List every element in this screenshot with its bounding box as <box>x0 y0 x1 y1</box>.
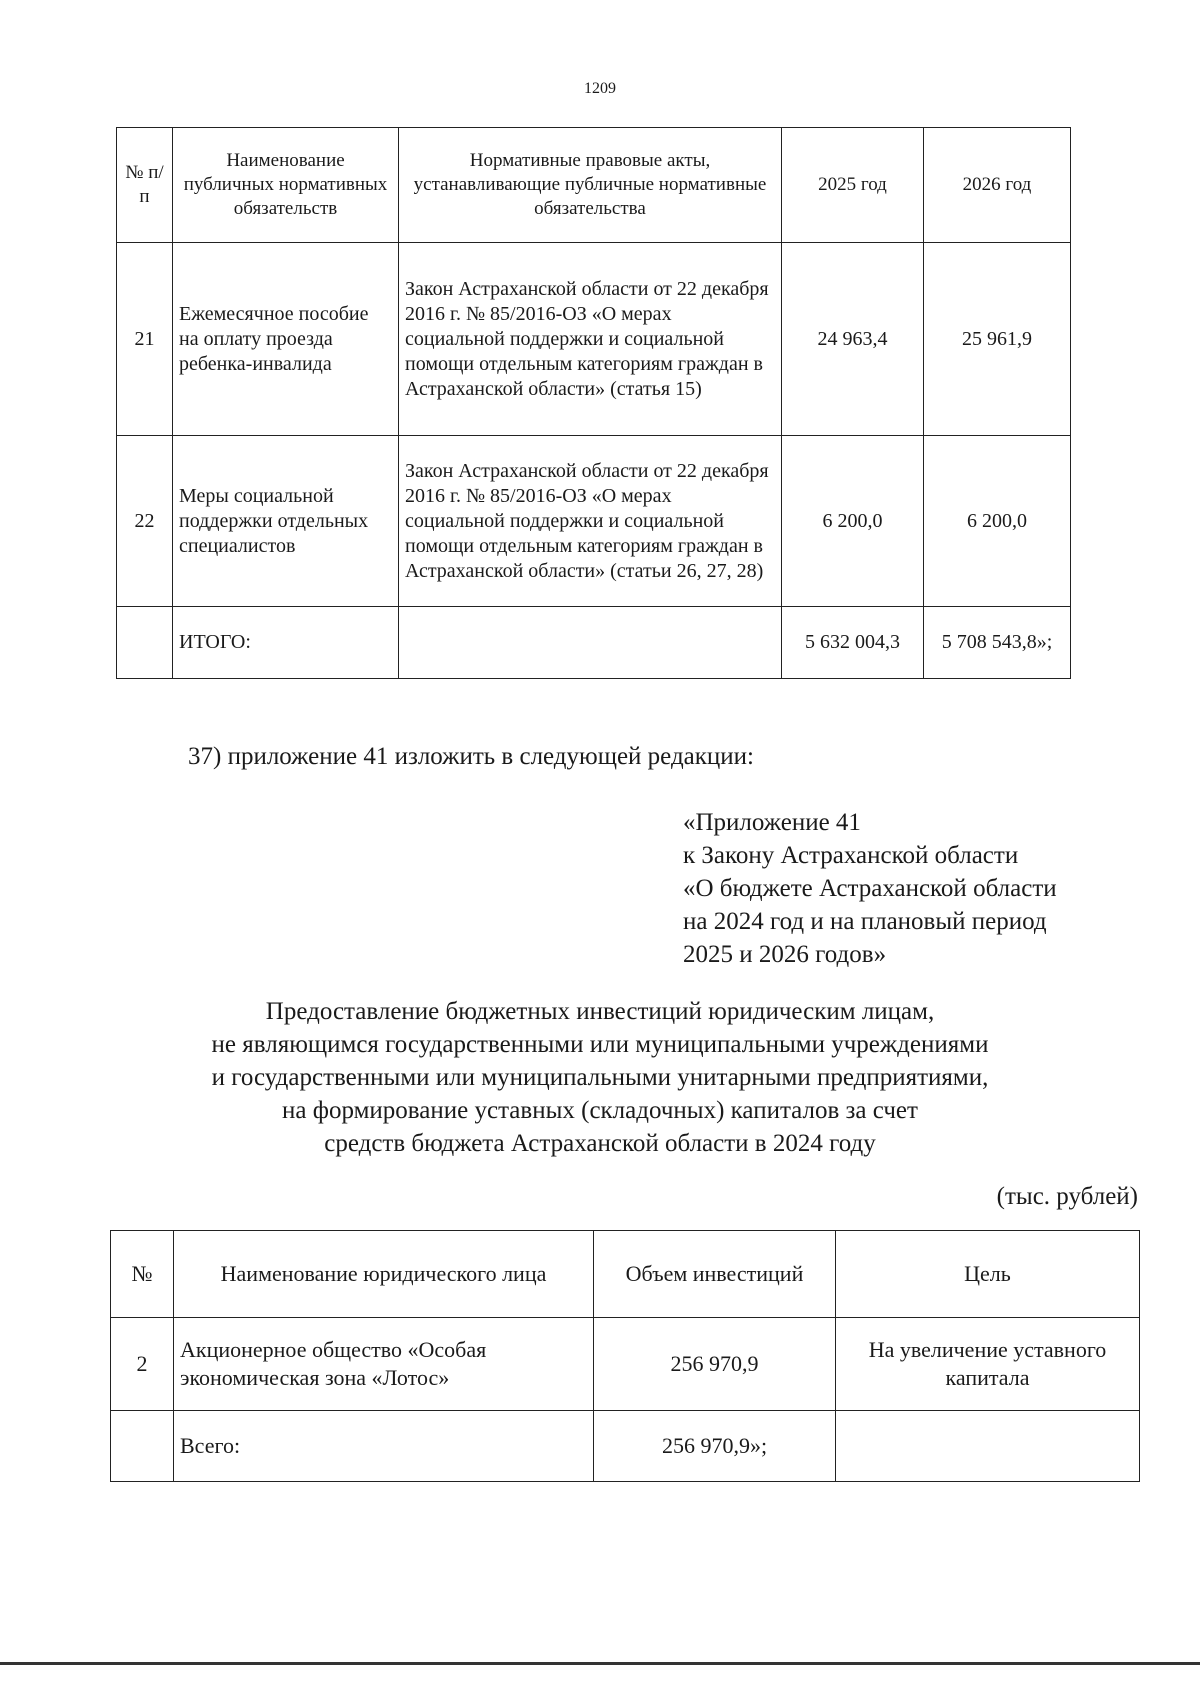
total-purpose-cell <box>836 1411 1140 1482</box>
total-row <box>111 1411 1140 1482</box>
public-obligations-table <box>116 127 1071 679</box>
row-number: 22 <box>117 436 173 607</box>
appendix-line: «О бюджете Астраханской области <box>683 875 1057 902</box>
total-number-cell <box>117 607 173 679</box>
investments-table <box>110 1230 1140 1482</box>
total-2025: 5 632 004,3 <box>782 607 924 679</box>
header-2025: 2025 год <box>782 128 924 243</box>
appendix-line: «Приложение 41 <box>683 809 861 836</box>
total-2026: 5 708 543,8»; <box>924 607 1071 679</box>
page-number: 1209 <box>584 80 616 97</box>
title-line: и государственными или муниципальными унитарными предприятиями, <box>211 1064 989 1091</box>
amendment-text: 37) приложение 41 изложить в следующей редакции: <box>188 743 754 770</box>
investment-volume: 256 970,9 <box>594 1318 836 1411</box>
bottom-rule <box>0 1662 1200 1665</box>
legal-act: Закон Астраханской области от 22 декабря 2016 г. № 85/2016-ОЗ «О мерах социальной поддержки и социальной помощи отдельным категориям граждан в Астраханской области» (статья 15) <box>399 243 782 436</box>
row-number: 21 <box>117 243 173 436</box>
header-entity-name: Наименование юридического лица <box>174 1231 594 1318</box>
entity-name: Акционерное общество «Особая экономическая зона «Лотос» <box>174 1318 594 1411</box>
title-line: на формирование уставных (складочных) капиталов за счет <box>282 1097 918 1124</box>
appendix-header <box>683 806 1057 971</box>
obligation-name: Ежемесячное пособие на оплату проезда ребенка-инвалида <box>173 243 399 436</box>
document-title <box>100 995 1100 1160</box>
amount-2025: 6 200,0 <box>782 436 924 607</box>
total-label: Всего: <box>174 1411 594 1482</box>
total-row <box>117 607 1071 679</box>
table-header-row <box>111 1231 1140 1318</box>
amount-2026: 6 200,0 <box>924 436 1071 607</box>
row-number: 2 <box>111 1318 174 1411</box>
header-number: № <box>111 1231 174 1318</box>
header-purpose: Цель <box>836 1231 1140 1318</box>
table-row <box>117 436 1071 607</box>
obligation-name: Меры социальной поддержки отдельных специалистов <box>173 436 399 607</box>
amount-2025: 24 963,4 <box>782 243 924 436</box>
header-2026: 2026 год <box>924 128 1071 243</box>
units-label: (тыс. рублей) <box>996 1183 1138 1210</box>
amount-2026: 25 961,9 <box>924 243 1071 436</box>
total-label: ИТОГО: <box>173 607 399 679</box>
total-number-cell <box>111 1411 174 1482</box>
title-line: Предоставление бюджетных инвестиций юридическим лицам, <box>265 998 935 1025</box>
table-header-row <box>117 128 1071 243</box>
legal-act: Закон Астраханской области от 22 декабря 2016 г. № 85/2016-ОЗ «О мерах социальной поддержки и социальной помощи отдельным категориям граждан в Астраханской области» (статьи 26, 27, 28) <box>399 436 782 607</box>
table-row <box>111 1318 1140 1411</box>
title-line: не являющимся государственными или муниципальными учреждениями <box>211 1031 989 1058</box>
total-acts-cell <box>399 607 782 679</box>
table-row <box>117 243 1071 436</box>
investment-purpose: На увеличение уставного капитала <box>836 1318 1140 1411</box>
header-obligation-name: Наименование публичных нормативных обязательств <box>173 128 399 243</box>
total-volume: 256 970,9»; <box>594 1411 836 1482</box>
header-investment-volume: Объем инвестиций <box>594 1231 836 1318</box>
appendix-line: к Закону Астраханской области <box>683 842 1019 869</box>
title-line: средств бюджета Астраханской области в 2024 году <box>324 1130 876 1157</box>
appendix-line: 2025 и 2026 годов» <box>683 941 887 968</box>
header-number: № п/п <box>117 128 173 243</box>
appendix-line: на 2024 год и на плановый период <box>683 908 1047 935</box>
header-legal-acts: Нормативные правовые акты, устанавливающие публичные нормативные обязательства <box>399 128 782 243</box>
